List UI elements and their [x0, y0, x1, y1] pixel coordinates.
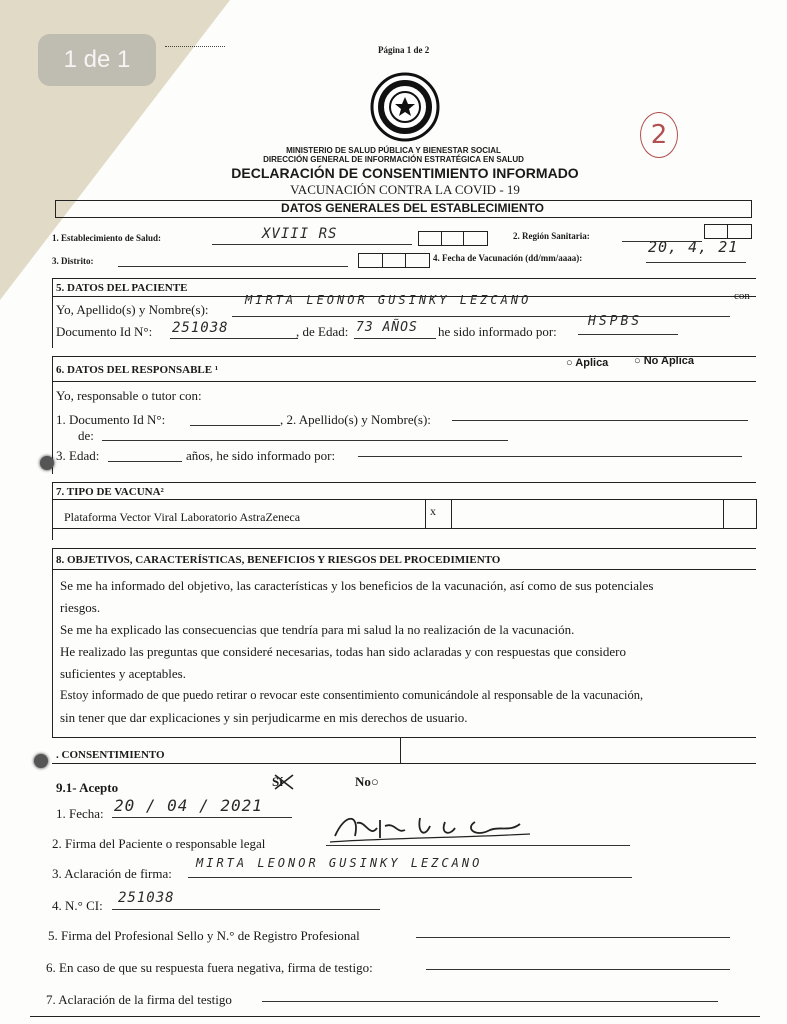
fecha-vacunacion-value: 20, 4, 21 [648, 238, 739, 256]
paciente-name-line [232, 316, 730, 317]
circled-page-number: 2 [640, 112, 678, 158]
ministry-seal-icon [370, 72, 440, 142]
acepto-label: 9.1- Acepto [56, 780, 119, 795]
paciente-name-value: MIRTA LEONOR GUSINKY LEZCANO [245, 293, 532, 307]
aclaracion-line [188, 877, 632, 878]
checkmark-x-icon [272, 772, 296, 792]
fecha-value: 20 / 04 / 2021 [114, 796, 263, 815]
responsable-informed-line [358, 456, 742, 457]
establecimiento-value: XVIII RS [262, 226, 338, 242]
responsable-heading: 6. DATOS DEL RESPONSABLE ¹ [56, 364, 219, 376]
establecimiento-line [212, 244, 412, 245]
objetivos-line-1: Se me ha informado del objetivo, las características y los beneficios de la vacunación, así como de sus potenciales [60, 578, 654, 593]
patient-signature-icon [325, 808, 535, 848]
responsable-de-label: de: [78, 428, 94, 443]
fecha-vacunacion-line [646, 262, 746, 263]
directorate-name: DIRECCIÓN GENERAL DE INFORMACIÓN ESTRATÉGICA EN SALUD [263, 155, 524, 164]
paciente-top-rule [52, 278, 756, 279]
consentimiento-top-rule [52, 737, 756, 738]
vacuna-option-astrazeneca: Plataforma Vector Viral Laboratorio AstraZeneca [64, 510, 301, 524]
responsable-name-label: , 2. Apellido(s) y Nombre(s): [280, 412, 431, 427]
region-label: 2. Región Sanitaria: [513, 231, 590, 241]
page-indicator: 1 de 1 [38, 34, 156, 86]
fecha-line [112, 817, 292, 818]
fecha-label: 1. Fecha: [56, 806, 104, 821]
paciente-doc-line [170, 338, 298, 339]
distrito-code-boxes [358, 253, 430, 268]
document-title: DECLARACIÓN DE CONSENTIMIENTO INFORMADO [231, 165, 579, 181]
responsable-de-line [102, 440, 508, 441]
region-code-boxes [704, 224, 752, 239]
establecimiento-code-boxes [418, 231, 488, 246]
testigo-line [426, 969, 730, 970]
si-option[interactable] [272, 774, 283, 790]
paciente-informed-label: he sido informado por: [438, 324, 557, 339]
profesional-line [416, 937, 730, 938]
paciente-informed-line [578, 334, 678, 335]
aclaracion-value: MIRTA LEONOR GUSINKY LEZCANO [196, 856, 483, 870]
distrito-label: 3. Distrito: [52, 256, 94, 266]
responsable-doc-line [190, 425, 280, 426]
paciente-name-suffix: con [734, 290, 750, 302]
responsable-intro: Yo, responsable o tutor con: [56, 388, 202, 403]
vacuna-top-rule [52, 482, 756, 483]
document-subtitle: VACUNACIÓN CONTRA LA COVID - 19 [290, 182, 520, 197]
responsable-doc-label: 1. Documento Id N°: [56, 412, 166, 427]
bottom-rule [30, 1016, 760, 1017]
objetivos-line-2: riesgos. [60, 600, 101, 615]
establecimiento-label: 1. Establecimiento de Salud: [52, 233, 162, 243]
consentimiento-heading-rule [52, 763, 756, 764]
responsable-heading-rule [52, 381, 756, 382]
fecha-vacunacion-label: 4. Fecha de Vacunación (dd/mm/aaaa): [433, 253, 583, 263]
paciente-informed-value: HSPBS [588, 314, 643, 329]
ci-line [112, 909, 380, 910]
firma-paciente-label: 2. Firma del Paciente o responsable legal [52, 836, 266, 851]
paciente-age-line [354, 338, 436, 339]
paciente-heading: 5. DATOS DEL PACIENTE [56, 282, 188, 294]
vacuna-checkbox-mark[interactable]: x [430, 504, 436, 518]
responsable-edad-label: 3. Edad: [56, 448, 100, 463]
no-option[interactable]: No○ [355, 774, 379, 789]
responsable-edad-line [108, 461, 182, 462]
distrito-line [118, 266, 348, 267]
paciente-name-label: Yo, Apellido(s) y Nombre(s): [56, 302, 209, 317]
objetivos-line-7: sin tener que dar explicaciones y sin perjudicarme en mis derechos de usuario. [60, 710, 468, 725]
objetivos-top-rule [52, 548, 756, 549]
paciente-doc-value: 251038 [172, 320, 229, 336]
objetivos-line-6: Estoy informado de que puedo retirar o revocar este consentimiento comunicándole al responsable de la vacunación, [60, 688, 644, 702]
page-label: Página 1 de 2 [378, 45, 430, 55]
punch-hole-icon [40, 456, 54, 470]
paciente-age-label: , de Edad: [296, 324, 349, 339]
aplica-radio[interactable]: ○ Aplica [566, 357, 609, 369]
vacuna-heading: 7. TIPO DE VACUNA² [56, 486, 164, 498]
consentimiento-heading: . CONSENTIMIENTO [56, 749, 165, 761]
aclaracion-label: 3. Aclaración de firma: [52, 866, 172, 881]
punch-hole-icon [34, 754, 48, 768]
objetivos-heading: 8. OBJETIVOS, CARACTERÍSTICAS, BENEFICIOS Y RIESGOS DEL PROCEDIMIENTO [56, 554, 501, 566]
responsable-informed-label: años, he sido informado por: [186, 448, 336, 463]
paciente-age-value: 73 AÑOS [356, 320, 418, 335]
ci-label: 4. N.° CI: [52, 898, 103, 913]
testigo-label: 6. En caso de que su respuesta fuera negativa, firma de testigo: [46, 960, 373, 975]
testigo-aclaracion-label: 7. Aclaración de la firma del testigo [46, 992, 232, 1007]
objetivos-left-rule [52, 548, 53, 738]
paciente-left-rule [52, 278, 53, 348]
objetivos-heading-rule [52, 569, 756, 570]
no-aplica-radio[interactable]: ○ No Aplica [634, 355, 695, 367]
responsable-name-line [452, 420, 748, 421]
establecimiento-heading: DATOS GENERALES DEL ESTABLECIMIENTO [281, 201, 544, 215]
header-dots [165, 46, 225, 47]
responsable-left-rule [52, 356, 53, 474]
testigo-aclaracion-line [262, 1001, 718, 1002]
si-label: Sí [272, 774, 283, 789]
paciente-doc-label: Documento Id N°: [56, 324, 153, 339]
ministry-name: MINISTERIO DE SALUD PÚBLICA Y BIENESTAR SOCIAL [286, 146, 501, 155]
objetivos-line-5: suficientes y aceptables. [60, 666, 186, 681]
consentimiento-divider [400, 737, 401, 763]
objetivos-line-3: Se me ha explicado las consecuencias que tendría para mi salud la no realización de la vacunación. [60, 622, 575, 637]
profesional-label: 5. Firma del Profesional Sello y N.° de Registro Profesional [48, 928, 360, 943]
ci-value: 251038 [118, 890, 175, 906]
objetivos-line-4: He realizado las preguntas que consideré necesarias, todas han sido aclaradas y con respuestas que considero [60, 644, 627, 659]
